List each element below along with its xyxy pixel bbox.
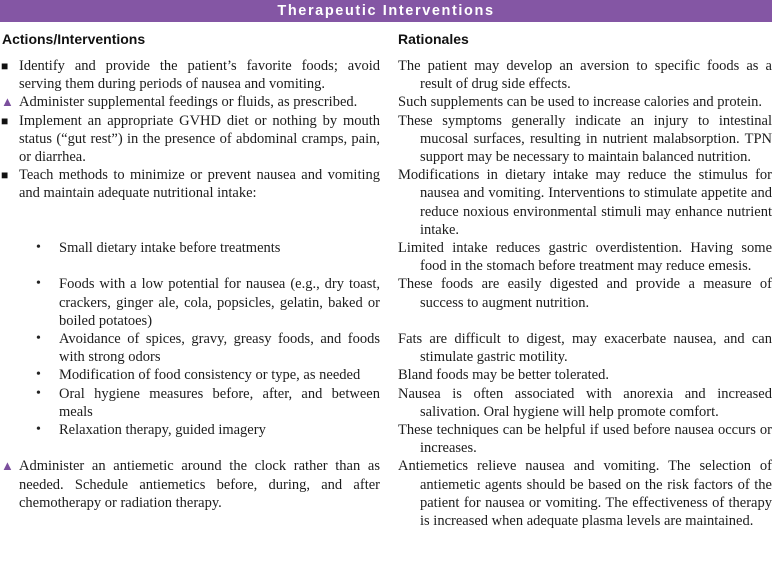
rationale-text: These techniques can be helpful if used before nausea occurs or increases. xyxy=(398,422,772,457)
action-cell xyxy=(0,166,396,202)
rationale-text: Such supplements can be used to increase calories and protein. xyxy=(398,94,762,111)
action-cell xyxy=(0,421,396,439)
table-row xyxy=(0,366,772,384)
column-header-rationales: Rationales xyxy=(398,31,469,47)
dot-bullet-icon: • xyxy=(36,276,41,292)
action-cell xyxy=(0,385,396,421)
dot-bullet-icon: • xyxy=(36,240,41,256)
action-text: Teach methods to minimize or prevent nausea and vomiting and maintain adequate nutritional intake: xyxy=(19,167,380,202)
triangle-bullet-icon: ▲ xyxy=(1,94,14,110)
table-row xyxy=(0,457,772,530)
action-cell xyxy=(0,112,396,167)
table-row xyxy=(0,421,772,457)
table-row xyxy=(0,93,772,111)
dot-bullet-icon: • xyxy=(36,331,41,347)
action-text: Relaxation therapy, guided imagery xyxy=(59,422,266,439)
rationale-text: Fats are difficult to digest, may exacerbate nausea, and can stimulate gastric motility. xyxy=(398,331,772,366)
action-text: Identify and provide the patient’s favorite foods; avoid serving them during periods of nausea and vomiting. xyxy=(19,58,380,93)
rationale-text: Nausea is often associated with anorexia and increased salivation. Oral hygiene will help promote comfort. xyxy=(398,385,772,420)
triangle-bullet-icon: ▲ xyxy=(1,458,14,474)
action-text: Small dietary intake before treatments xyxy=(59,240,281,257)
rationale-text: The patient may develop an aversion to specific foods as a result of drug side effects. xyxy=(398,58,772,93)
table-row xyxy=(0,239,772,275)
column-headers xyxy=(0,31,772,47)
table-title-bar xyxy=(0,0,772,22)
rows-container xyxy=(0,57,772,530)
table-row xyxy=(0,57,772,93)
action-cell xyxy=(0,330,396,366)
table-title: Therapeutic Interventions xyxy=(277,3,495,19)
table-row xyxy=(0,385,772,421)
action-cell xyxy=(0,457,396,512)
square-bullet-icon: ■ xyxy=(1,59,9,73)
dot-bullet-icon: • xyxy=(36,367,41,383)
action-cell xyxy=(0,366,396,384)
action-text: Modification of food consistency or type, as needed xyxy=(59,367,361,384)
rationale-text: Limited intake reduces gastric overdistention. Having some food in the stomach before treatment may reduce emesis. xyxy=(398,240,772,275)
rationale-text: Modifications in dietary intake may reduce the stimulus for nausea and vomiting. Interventions to stimulate appetite and reduce noxious environmental stimuli may enhance nutrient intake. xyxy=(398,167,772,238)
action-text: Oral hygiene measures before, after, and between meals xyxy=(59,385,380,420)
action-text: Foods with a low potential for nausea (e.g., dry toast, crackers, ginger ale, cola, popsicles, gelatin, baked or boiled potatoes) xyxy=(59,276,380,329)
table-row xyxy=(0,330,772,366)
action-text: Administer an antiemetic around the clock rather than as needed. Schedule antiemetics before, during, and after chemotherapy or radiation therapy. xyxy=(19,458,380,511)
action-text: Administer supplemental feedings or fluids, as prescribed. xyxy=(19,94,358,111)
table-row xyxy=(0,166,772,239)
column-header-actions: Actions/Interventions xyxy=(2,31,146,47)
action-cell xyxy=(0,275,396,330)
rationale-text: These symptoms generally indicate an injury to intestinal mucosal surfaces, resulting in nutrient malabsorption. TPN support may be necessary to maintain balanced nutrition. xyxy=(398,112,772,166)
action-cell xyxy=(0,93,396,111)
table-row xyxy=(0,112,772,167)
dot-bullet-icon: • xyxy=(36,422,41,438)
dot-bullet-icon: • xyxy=(36,385,41,401)
action-cell xyxy=(0,239,396,257)
square-bullet-icon: ■ xyxy=(1,168,9,183)
action-text: Implement an appropriate GVHD diet or nothing by mouth status (“gut rest”) in the presence of abdominal cramps, pain, or diarrhea. xyxy=(19,112,380,166)
table-row xyxy=(0,275,772,330)
rationale-text: Bland foods may be better tolerated. xyxy=(398,367,609,384)
square-bullet-icon: ■ xyxy=(1,113,9,128)
action-cell xyxy=(0,57,396,93)
rationale-text: Antiemetics relieve nausea and vomiting. The selection of antiemetic agents should be based on the risk factors of the patient for nausea or vomiting. The effectiveness of therapy is increased when adequate plasma levels are maintained. xyxy=(398,458,772,530)
action-text: Avoidance of spices, gravy, greasy foods, and foods with strong odors xyxy=(59,331,380,366)
rationale-text: These foods are easily digested and provide a measure of success to augment nutrition. xyxy=(398,276,772,311)
